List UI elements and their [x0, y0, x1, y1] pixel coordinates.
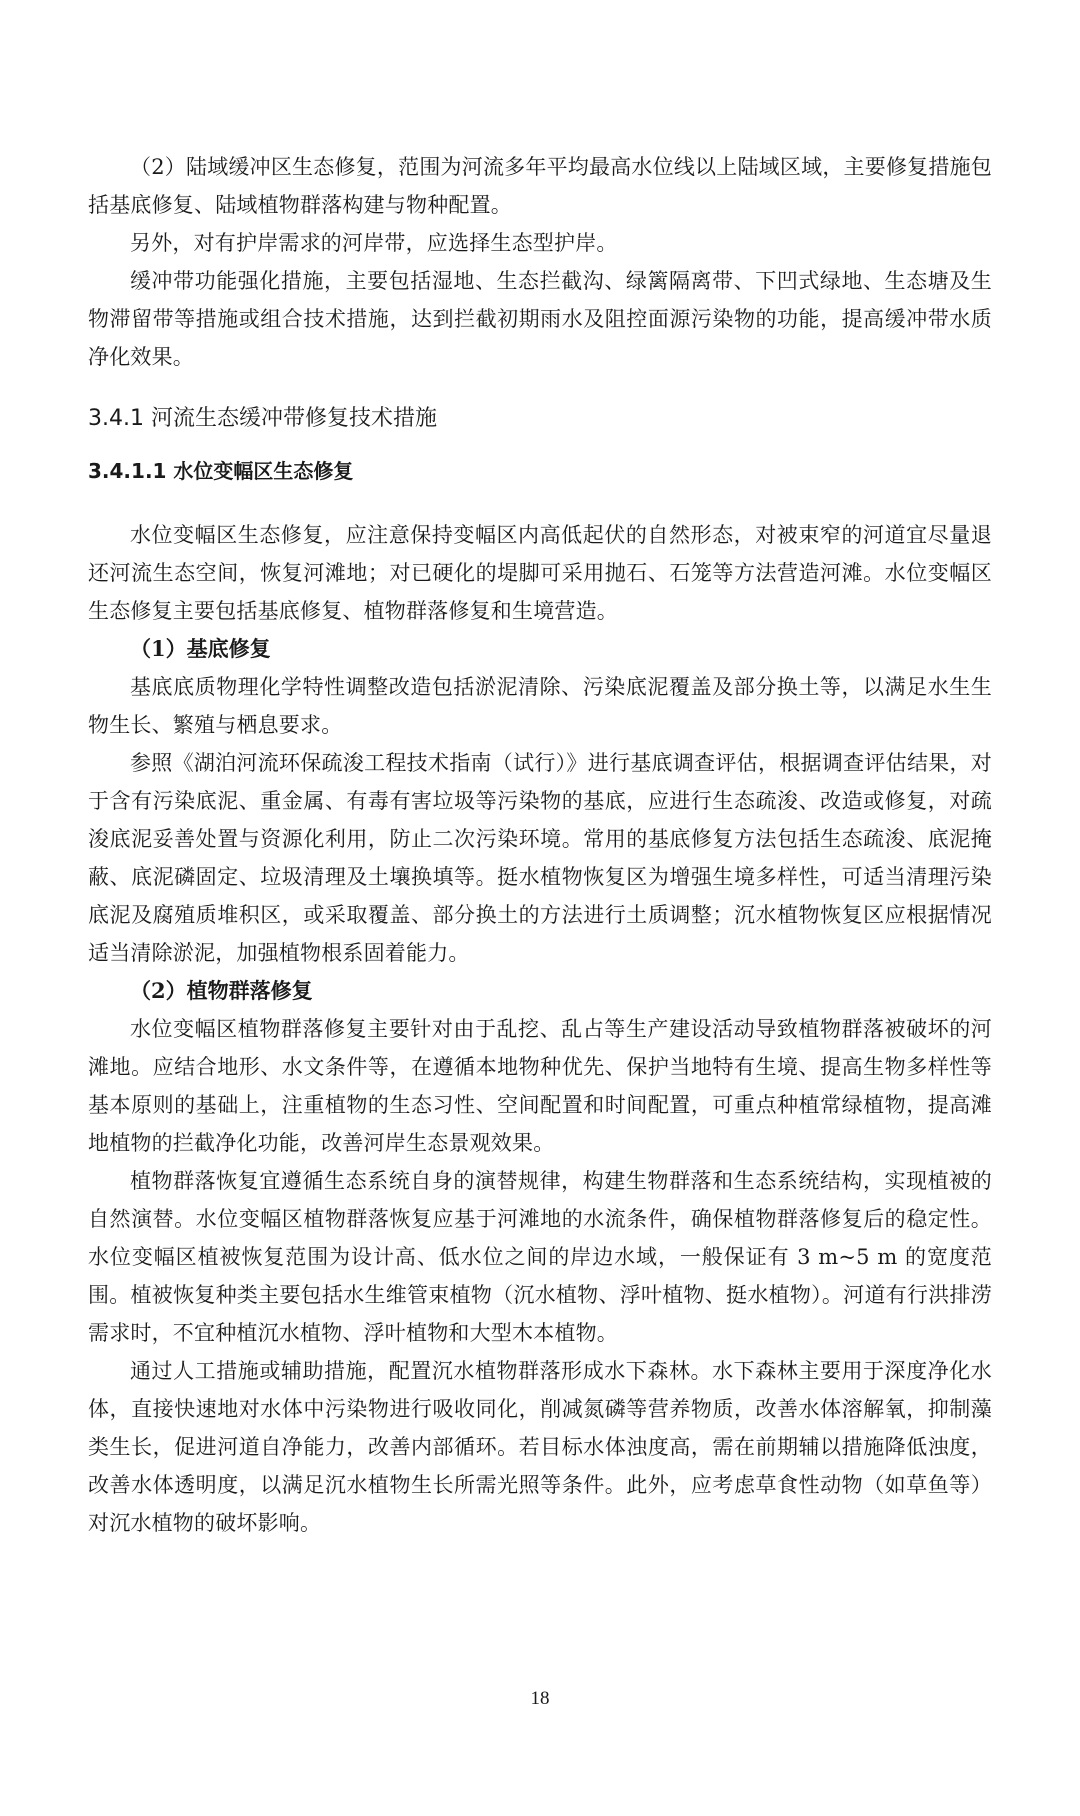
paragraph-substrate-2: 参照《湖泊河流环保疏浚工程技术指南（试行）》进行基底调查评估，根据调查评估结果，对于含有污染底泥、重金属、有毒有害垃圾等污染物的基底，应进行生态疏浚、改造或修复，对疏浚底泥妥善处置与资源化利用，防止二次污染环境。常用的基底修复方法包括生态疏浚、底泥掩蔽、底泥磷固定、垃圾清理及土壤换填等。挺水植物恢复区为增强生境多样性，可适当清理污染底泥及腐殖质堆积区，或采取覆盖、部分换土的方法进行土质调整；沉水植物恢复区应根据情况适当清除淤泥，加强植物根系固着能力。	[88, 751, 992, 965]
paragraph-revetment: 另外，对有护岸需求的河岸带，应选择生态型护岸。	[130, 231, 618, 255]
paragraph-plant-2: 植物群落恢复宜遵循生态系统自身的演替规律，构建生物群落和生态系统结构，实现植被的自然演替。水位变幅区植物群落恢复应基于河滩地的水流条件，确保植物群落修复后的稳定性。水位变幅区植被恢复范围为设计高、低水位之间的岸边水域，一般保证有 3 m~5 m 的宽度范围。植被恢复种类主要包括水生维管束植物（沉水植物、浮叶植物、挺水植物）。河道有行洪排涝需求时，不宜种植沉水植物、浮叶植物和大型木本植物。	[88, 1169, 992, 1345]
paragraph-plant-1: 水位变幅区植物群落修复主要针对由于乱挖、乱占等生产建设活动导致植物群落被破坏的河滩地。应结合地形、水文条件等，在遵循本地物种优先、保护当地特有生境、提高生物多样性等基本原则的基础上，注重植物的生态习性、空间配置和时间配置，可重点种植常绿植物，提高滩地植物的拦截净化功能，改善河岸生态景观效果。	[88, 1017, 992, 1155]
paragraph-land-buffer: （2）陆域缓冲区生态修复，范围为河流多年平均最高水位线以上陆域区域，主要修复措施包括基底修复、陆域植物群落构建与物种配置。	[88, 155, 992, 217]
paragraph-plant-3: 通过人工措施或辅助措施，配置沉水植物群落形成水下森林。水下森林主要用于深度净化水体，直接快速地对水体中污染物进行吸收同化，削减氮磷等营养物质，改善水体溶解氧，抑制藻类生长，促进河道自净能力，改善内部循环。若目标水体浊度高，需在前期辅以措施降低浊度，改善水体透明度，以满足沉水植物生长所需光照等条件。此外，应考虑草食性动物（如草鱼等）对沉水植物的破坏影响。	[88, 1359, 992, 1535]
subsection-heading: 3.4.1.1 水位变幅区生态修复	[88, 459, 354, 483]
paragraph-buffer-enhancement: 缓冲带功能强化措施，主要包括湿地、生态拦截沟、绿篱隔离带、下凹式绿地、生态塘及生物滞留带等措施或组合技术措施，达到拦截初期雨水及阻控面源污染物的功能，提高缓冲带水质净化效果。	[88, 269, 992, 369]
page-number: 18	[530, 1688, 550, 1709]
paragraph-substrate-1: 基底底质物理化学特性调整改造包括淤泥清除、污染底泥覆盖及部分换土等，以满足水生生物生长、繁殖与栖息要求。	[88, 675, 992, 737]
section-heading: 3.4.1 河流生态缓冲带修复技术措施	[88, 406, 437, 431]
paragraph-intro: 水位变幅区生态修复，应注意保持变幅区内高低起伏的自然形态，对被束窄的河道宜尽量退还河流生态空间，恢复河滩地；对已硬化的堤脚可采用抛石、石笼等方法营造河滩。水位变幅区生态修复主要包括基底修复、植物群落修复和生境营造。	[88, 523, 992, 623]
subheading-substrate: （1）基底修复	[130, 636, 271, 661]
document-page	[88, 148, 992, 1542]
subheading-plant-community: （2）植物群落修复	[130, 978, 313, 1003]
